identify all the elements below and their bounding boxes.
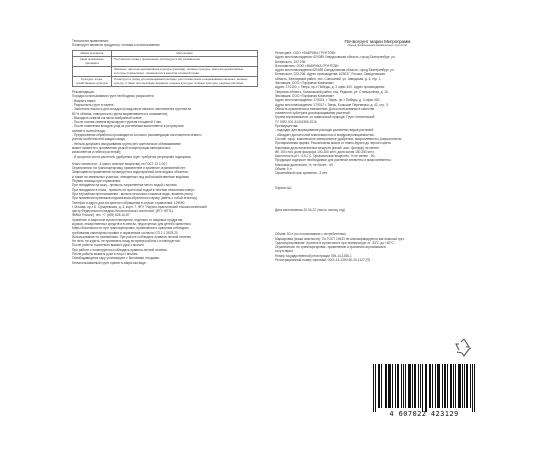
barcode: [367, 364, 481, 420]
barcode-bar: [420, 364, 421, 408]
safety-line: Неиспользованный грунт хранят в закрытом виде.: [72, 260, 147, 265]
recommendation-line: - В процессе роста растений, удобрения грунт требуется регулярная подкормка.: [72, 154, 192, 159]
registrant-line: Белинского, 222-236. Адрес производства: 623037, Россия, Свердловская: [275, 72, 385, 77]
safety-line: Первая помощь при отравлении:: [72, 179, 121, 184]
barcode-bar: [375, 364, 376, 412]
usage-table-col2: Мегрограмм: [112, 50, 258, 57]
registrant-line: область, Белоярский район, пос. Совхозный, ул. Заводская, д. 6, стр. 1.: [275, 76, 382, 81]
barcode-bar: [415, 364, 416, 408]
recommendation-line: 80 % объема, поверхность грунта выравнивается и поливается);: [72, 111, 168, 116]
registrant-line: Изготовитель: ООО «ФАБРИКА ГРУНТОВ»: [275, 63, 339, 68]
production-date: Дата изготовления 20.04.22 (число, месяц, год): [275, 207, 346, 212]
safety-line: а также на земельных участках, отведенных под рыбохозяйственные водоемы.: [72, 174, 190, 179]
storage-line: Ограничения: по транспортировке, применению и хранению агрохимиката: [275, 245, 386, 250]
safety-line: ФМБА России), тел. +7 (495) 628-16-87.: [72, 213, 131, 218]
barcode-bar: [472, 364, 473, 412]
storage-info: [275, 232, 480, 262]
barcode-bar: [451, 364, 452, 408]
barcode-bar: [426, 364, 427, 412]
barcode-bar: [398, 364, 399, 408]
table-row: [73, 67, 258, 77]
barcode-bar: [401, 364, 402, 408]
registrant-line: почвенного субстрата для выращивания растений.: [275, 111, 351, 116]
barcode-bar: [462, 364, 463, 408]
registrant-line: Область применения и назначение: Для использования в качестве: [275, 106, 375, 111]
recommendation-line: компонентов и гибели растений);: [72, 150, 122, 155]
safety-line: требования санитарных правил и нормативов согласно СП 2.1.3678-20.: [72, 230, 179, 235]
barcode-bar: [455, 364, 456, 408]
registrant-line: Фасовщик: ООО «Торфяная Компания»: [275, 81, 335, 86]
recommendations-title: Рекомендации:: [72, 90, 95, 95]
registrant-line: Группа агрохимикатов: по химической природе: Грунт питательный: [275, 115, 375, 120]
safety-line: Не пить, не курить, не принимать пищу во время работы с почвогрунтом.: [72, 239, 181, 244]
barcode-bar: [474, 364, 475, 412]
registrant-line: Фасовщик: ООО «Торфяная Компания»: [275, 93, 335, 98]
barcode-bar: [432, 364, 433, 408]
safety-line: Запрещается применение почвогрунта в водоохранной зоне водных объектов,: [72, 170, 189, 175]
barcode-digits: 4 607022 423129: [389, 410, 459, 418]
storage-line: Регистрационный номер торговый: 0001-14-1250-50-20-1127 (П): [275, 257, 370, 262]
safety-line: Телефон в адрес для экстренного обращения в случае отравлений: 129090,: [72, 200, 186, 205]
recommendation-line: Порядок использования грунт необходимо разрыхлить!: [72, 94, 155, 99]
barcode-bar: [373, 364, 374, 412]
registrant-line: Адрес местонахождения: 170017 г. Тверь, Большие Перемерки, д. 42, стр. 3.: [275, 102, 389, 107]
barcode-bar: [418, 364, 419, 408]
registrant-info: [275, 51, 480, 176]
safety-line: При попадании на кожу - промыть загрязненное место водой с мылом.: [72, 183, 178, 188]
table-cell: Постоянство почвы к применению, используется без разбавления: [112, 57, 258, 67]
safety-line: кормов, лекарственных средств и в местах, недоступных для детей и животных.: [72, 222, 192, 226]
recommendation-line: - Нельзя допускать высушивания грунта (его критическое обезвоживание: [72, 141, 182, 146]
barcode-bar: [390, 364, 391, 408]
registrant-line: Преимущества:: [275, 124, 299, 129]
registrant-line: Кислотность рН - 5,5-7,0. Органическое вещество, % не менее - 50.: [275, 154, 376, 159]
storage-line: Транспортирование: Хранить в сухом месте при температуре от -30°С до +40°С.: [275, 240, 395, 245]
recommendation-line: поливе и полной воды;: [72, 128, 106, 133]
recommendation-line: - Заполнить емкость для посадки (посадочные емкости заполняются грунтом на: [72, 107, 192, 112]
safety-line: После работы тщательно вымыть руки с мылом.: [72, 243, 145, 248]
barcode-bar: [410, 364, 411, 408]
storage-line: Объем: 50 л (по согласованию с потребителем): [275, 232, 346, 237]
table-row: [73, 57, 258, 67]
table-cell: Овощные, цветочно-декоративные культуры (рассада), зелёные культуры, цветочно-декоративные культуры (герань/роза) - применяется в качестве основной почвы.: [112, 67, 258, 77]
table-cell: [73, 67, 112, 77]
safety-text: [72, 162, 268, 265]
recommendation-line: - Высадить семена согласно выбранной схеме;: [72, 115, 143, 120]
barcode-bar: [403, 364, 404, 408]
recommendation-line: - Предпосевная обработка производится согласно рекомендации изготовителя семян с: [72, 133, 202, 138]
registrant-line: Препаративная форма: Рассыпчатая масса от темно-бурого до черного цвета: [275, 141, 391, 146]
registrant-line: Адрес местонахождения 620089 Свердловская область, город Екатеринбург, ул.: [275, 68, 395, 73]
safety-line: г. Москва, пр-т Б. Сухаревская, д. 3, корп. 7. ФГУ "Научно-практический токсикологический: [72, 204, 207, 209]
safety-line: При работе с почвогрунтом соблюдать правила личной гигиены.: [72, 247, 168, 252]
barcode-bar: [445, 364, 446, 408]
recommendations-text: [72, 94, 268, 158]
recommendation-line: - Вскрыть пакет;: [72, 98, 97, 103]
barcode-bar: [453, 364, 454, 408]
registrant-line: Состав: торф, комплексное минеральное удобрение, микроэлементы, разрыхлитель.: [275, 136, 403, 141]
safety-line: При случайном проглатывании - выпить несколько стаканов воды, вызвать рвоту.: [72, 191, 194, 196]
barcode-bar: [442, 364, 443, 408]
table-cell: Почвогрунт в грядку для выращивания рассады, для посева семян и выращивания овощных, зелёных культур, а также при пересадке деревьев, ягодные культуры, зелёные культуры, садовые растения: [112, 77, 258, 87]
recycle-icon: [452, 336, 476, 358]
barcode-bar: [464, 364, 465, 408]
barcode-bar: [379, 364, 380, 408]
recommendation-line: - Разрыхлить грунт в пакете;: [72, 102, 115, 107]
barcode-bar: [395, 364, 396, 408]
barcode-bar: [447, 364, 448, 408]
registrant-line: Массовая доля питательных веществ (калий, азот, фосфор) не менее:: [275, 145, 380, 150]
registrant-line: - обладает достаточной влагоемкостью и воздухопроницаемостью.: [275, 132, 375, 137]
registrant-line: Массовая доля влаги, %, не более - 65: [275, 162, 333, 167]
safety-line: центр Федерального медико-биологического агентства" (ФГУ НПТЦ: [72, 209, 173, 214]
barcode-bar: [422, 364, 423, 412]
barcode-bar: [381, 364, 382, 408]
table-row: [73, 77, 258, 87]
table-cell: Цена применения препарата: [73, 57, 112, 67]
safety-line: Меры безопасности: при транспортировке, применении и хранении соблюдать: [72, 226, 189, 231]
registrant-line: Продукция содержит необходимые для растений элементы и микроэлементы.: [275, 158, 392, 163]
registrant-line: ТУ 0392-001-31401359-2016: [275, 119, 317, 124]
barcode-bar: [435, 364, 436, 408]
batch-number: Партия №1: [275, 185, 292, 190]
safety-line: Хранение: в закрытом сухом помещении, отдельно от пищевых продуктов,: [72, 217, 184, 222]
safety-line: Ограничения: на транспортировку, применение и хранение ограничений нет.: [72, 166, 186, 171]
product-subtitle: Перед применением внимательно прочтите!: [347, 43, 408, 48]
usage-heading: Технология применения:: [72, 39, 109, 43]
safety-line: При попадании в глаза - промыть их проточной водой в течение нескольких минут.: [72, 187, 195, 192]
usage-subheading: Почвогрунт является продуктом, готовым к использованию.: [72, 43, 161, 48]
left-column: [72, 39, 268, 265]
registrant-line: Адрес местонахождения: 170023, г. Тверь, пр-т Победы, д. 3 офис 400.: [275, 98, 381, 103]
registrant-line: Белинского, 222-236: [275, 59, 306, 64]
storage-line: Номер государственной регистрации 394-14-1256-1: [275, 253, 352, 258]
registrant-line: Объем: 5 л: [275, 167, 292, 172]
recommendation-line: - После появления всходов уход за растениями выполняется в регулярном: [72, 124, 184, 129]
storage-line: отсутствуют.: [275, 249, 294, 254]
right-column: [275, 39, 480, 262]
safety-line: Использование по назначению. При работе соблюдать правила личной гигиены.: [72, 234, 192, 239]
barcode-bar: [460, 364, 461, 408]
safety-line: Класс опасности - 4 (мало опасное вещество) по ГОСТ 12.1.007.: [72, 161, 168, 166]
barcode-bar: [439, 364, 440, 408]
registrant-line: Регистрант: ООО «ФАБРИКА ГРУНТОВ»: [275, 51, 336, 55]
registrant-line: ИБ 150 г/м3; доля фосфора 100-250 мг/л; доля калия 150-250 мг/л.: [275, 149, 375, 154]
barcode-bar: [392, 364, 393, 408]
safety-line: Освободившуюся тару утилизируют с бытовыми отходами.: [72, 256, 160, 261]
recommendation-line: может привести к проявлению резкой концентрации минеральных: [72, 145, 171, 150]
barcode-bars: [373, 364, 475, 412]
storage-line: Маркировка (знаки опасности): По ГОСТ 19433 не классифицируется как опасный груз.: [275, 236, 405, 241]
registrant-line: Тверская область, Конаковский район, пос. Редкино, ул. Станционная, д. 15.: [275, 89, 389, 94]
usage-table-col1: Марка препарата: [73, 50, 112, 57]
recommendation-line: учетом особенностей каждого вида;: [72, 137, 126, 142]
barcode-bar: [405, 364, 406, 408]
table-cell: Культуры: ягоды, хозяйственные культуры: [73, 77, 112, 87]
registrant-line: Гарантийный срок хранения - 5 лет.: [275, 171, 328, 176]
safety-line: При появлении признаков недомогания обратиться к врачу (иметь с собой этикетку).: [72, 196, 198, 201]
registrant-line: - подходит для выращивания рассады различных видов растений,: [275, 128, 374, 133]
registrant-line: Адрес: 170100, г. Тверь, пр-т Победы, д. 3 офис 400. Адрес производства:: [275, 85, 385, 90]
barcode-bar: [470, 364, 471, 408]
usage-table: [72, 50, 258, 88]
barcode-bar: [467, 364, 468, 408]
registrant-line: Адрес местонахождения: 620089 Свердловская область, город Екатеринбург, ул.: [275, 55, 396, 60]
barcode-bar: [430, 364, 431, 408]
safety-line: После работы вымыть руки и лицо с мылом.: [72, 252, 139, 257]
recommendation-line: - После посева семена мульчируют грунтом толщиной 1 мм;: [72, 120, 162, 125]
product-title: Почвогрунт марки Мигрограмм: [344, 39, 411, 44]
barcode-bar: [412, 364, 413, 408]
barcode-bar: [386, 364, 387, 408]
